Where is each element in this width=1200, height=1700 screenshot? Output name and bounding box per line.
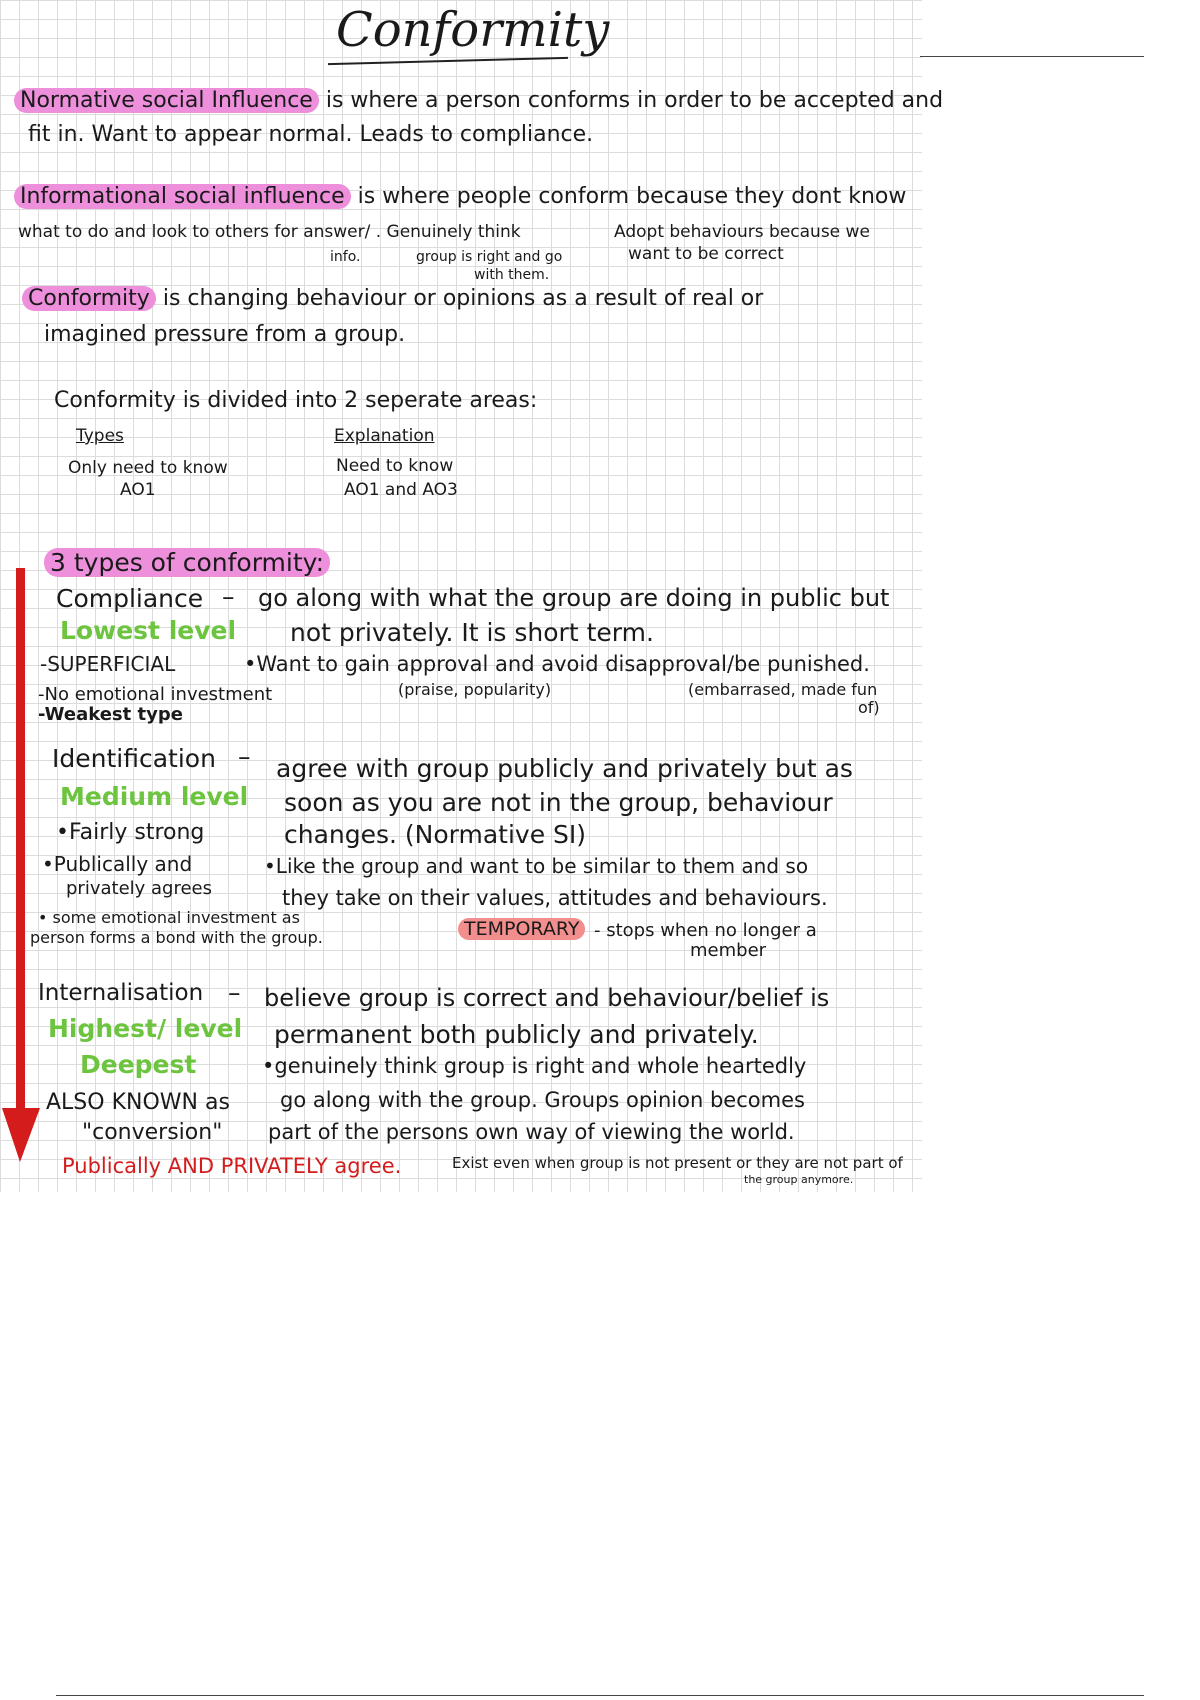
identification-bullet-strong: •Fairly strong	[56, 820, 205, 845]
compliance-name: Compliance	[56, 584, 204, 613]
internalisation-level-highest: Highest/ level	[48, 1014, 243, 1043]
internalisation-name: Internalisation	[38, 980, 204, 1006]
identification-emotional-line2: person forms a bond with the group.	[30, 928, 323, 947]
areas-types-line1: Only need to know	[68, 458, 228, 478]
internalisation-point-line2: go along with the group. Groups opinion becomes	[280, 1088, 805, 1112]
isi-definition-line2: what to do and look to others for answer/ . Genuinely think	[18, 222, 521, 242]
isi-note-adopt: Adopt behaviours because we	[614, 222, 870, 242]
internalisation-def-line1: believe group is correct and behaviour/belief is	[264, 984, 830, 1012]
types-heading: 3 types of conformity:	[44, 550, 330, 575]
areas-types-heading: Types	[76, 426, 124, 446]
isi-note-group: group is right and go	[416, 249, 563, 265]
internalisation-footer-red: Publically AND PRIVATELY agree.	[62, 1154, 402, 1178]
identification-temporary-badge: TEMPORARY	[458, 920, 585, 939]
identification-level: Medium level	[60, 782, 249, 811]
nsi-definition-line1: Normative social Influence is where a person conforms in order to be accepted and	[14, 90, 943, 112]
identification-emotional-line1: • some emotional investment as	[38, 908, 300, 927]
compliance-level: Lowest level	[60, 616, 237, 645]
compliance-bullet-emotional: -No emotional investment	[38, 684, 273, 705]
compliance-bullet-weakest: -Weakest type	[38, 704, 183, 725]
identification-temporary-line1: - stops when no longer a	[594, 920, 817, 941]
identification-name: Identification	[52, 744, 216, 773]
areas-explanation-line1: Need to know	[336, 456, 454, 476]
internalisation-def-line2: permanent both publicly and privately.	[274, 1020, 759, 1049]
internalisation-point-line1: •genuinely think group is right and whole heartedly	[262, 1054, 807, 1078]
areas-types-line2: AO1	[120, 480, 156, 500]
internalisation-dash: –	[228, 978, 241, 1007]
nsi-definition-line2: fit in. Want to appear normal. Leads to compliance.	[28, 122, 594, 147]
nsi-term: Normative social Influence	[14, 88, 319, 113]
internalisation-point-line3: part of the persons own way of viewing the world.	[268, 1120, 795, 1144]
internalisation-footer-line1: Exist even when group is not present or they are not part of	[452, 1154, 903, 1172]
internalisation-aka-line1: ALSO KNOWN as	[46, 1090, 230, 1115]
areas-explanation-line2: AO1 and AO3	[344, 480, 458, 500]
isi-note-info: info.	[330, 249, 361, 265]
areas-explanation-heading: Explanation	[334, 426, 435, 446]
isi-definition-line1: Informational social influence is where people conform because they dont know	[14, 186, 906, 208]
top-right-rule	[920, 56, 1144, 57]
conformity-term: Conformity	[22, 286, 156, 311]
identification-bullet-privately: privately agrees	[66, 878, 213, 899]
identification-def-line3: changes. (Normative SI)	[284, 820, 587, 849]
internalisation-aka-line2: "conversion"	[82, 1120, 223, 1145]
conformity-definition-line1: Conformity is changing behaviour or opinions as a result of real or	[22, 288, 763, 310]
compliance-note-of: of)	[858, 698, 880, 717]
compliance-def-line1: go along with what the group are doing in public but	[258, 584, 890, 612]
identification-point-line1: •Like the group and want to be similar to them and so	[264, 854, 809, 878]
compliance-note-praise: (praise, popularity)	[398, 680, 552, 699]
increasing-depth-arrow	[0, 568, 44, 1168]
isi-term: Informational social influence	[14, 184, 351, 209]
identification-def-line2: soon as you are not in the group, behaviour	[284, 788, 833, 817]
internalisation-level-deepest: Deepest	[80, 1050, 197, 1079]
identification-def-line1: agree with group publicly and privately but as	[276, 754, 853, 783]
isi-note-correct: want to be correct	[628, 244, 784, 264]
isi-note-with: with them.	[474, 267, 550, 283]
compliance-dash: –	[222, 582, 235, 611]
identification-temporary-line2: member	[690, 940, 767, 961]
bottom-rule	[56, 1695, 1144, 1696]
internalisation-footer-line2: the group anymore.	[744, 1173, 854, 1186]
compliance-point: •Want to gain approval and avoid disapproval/be punished.	[244, 652, 870, 676]
identification-dash: –	[238, 742, 251, 771]
conformity-definition-line2: imagined pressure from a group.	[44, 322, 406, 347]
compliance-note-embarrassed: (embarrased, made fun	[688, 680, 878, 699]
identification-point-line2: they take on their values, attitudes and behaviours.	[282, 886, 828, 910]
title-underline	[328, 57, 568, 65]
identification-bullet-publically: •Publically and	[42, 852, 193, 876]
compliance-bullet-superficial: -SUPERFICIAL	[40, 652, 176, 676]
compliance-def-line2: not privately. It is short term.	[290, 618, 654, 647]
page-title: Conformity	[336, 2, 610, 58]
areas-intro: Conformity is divided into 2 seperate areas:	[54, 388, 538, 413]
